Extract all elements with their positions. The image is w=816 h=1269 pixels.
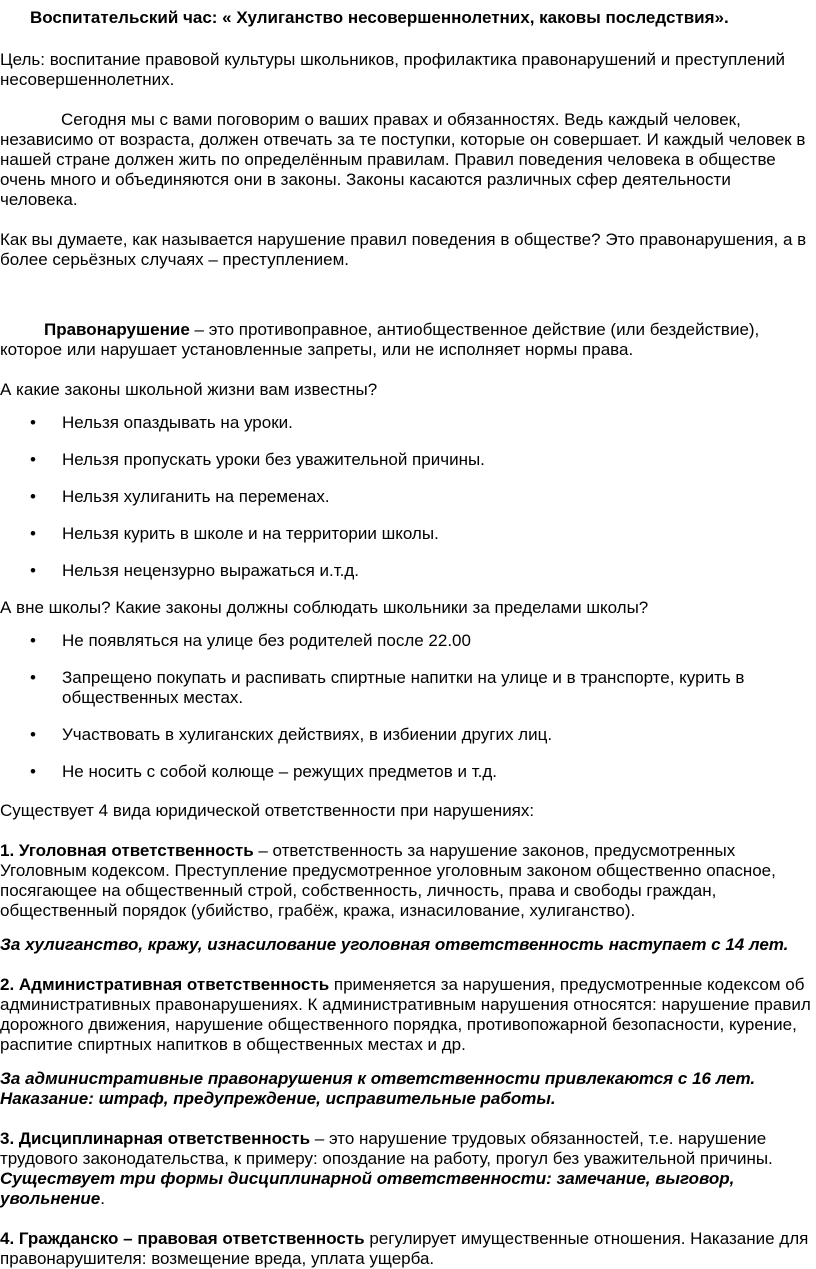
list-item [0, 631, 812, 651]
definition-term: Правонарушение [44, 320, 190, 339]
criminal-paragraph [0, 841, 812, 921]
list-item-text: Нельзя нецензурно выражаться и.т.д. [62, 561, 360, 580]
civil-paragraph [0, 1229, 812, 1269]
bullet-icon: • [30, 631, 36, 650]
disciplinary-term: 3. Дисциплинарная ответственность [0, 1129, 311, 1148]
list-item-text: Запрещено покупать и распивать спиртные напитки на улице и в транспорте, курить в общественных местах. [62, 668, 745, 707]
bullet-icon: • [30, 450, 36, 469]
list-item [0, 762, 812, 782]
disciplinary-note: Существует три формы дисциплинарной ответственности: замечание, выговор, увольнение [0, 1169, 735, 1208]
intro-paragraph: Сегодня мы с вами поговорим о ваших правах и обязанностях. Ведь каждый человек, независимо от возраста, должен отвечать за те поступки, которые он совершает. И каждый человек в нашей стране должен жить по определённым правилам. Правил поведения человека в обществе очень много и объединяются они в законы. Законы касаются различных сфер деятельности человека. [0, 110, 806, 209]
list-item [0, 725, 812, 745]
bullet-icon: • [30, 413, 36, 432]
list-item [0, 450, 812, 470]
list-item [0, 413, 812, 433]
criminal-term: 1. Уголовная ответственность [0, 841, 254, 860]
list-item-text: Нельзя хулиганить на переменах. [62, 487, 330, 506]
civil-term: 4. Гражданско – правовая ответственность [0, 1229, 365, 1248]
bullet-icon: • [30, 668, 36, 687]
kinds-intro: Существует 4 вида юридической ответственности при нарушениях: [0, 801, 535, 820]
list-item [0, 524, 812, 544]
list-item [0, 487, 812, 507]
document-title: Воспитательский час: « Хулиганство несовершеннолетних, каковы последствия». [30, 8, 729, 27]
list-item-text: Нельзя курить в школе и на территории школы. [62, 524, 439, 543]
outside-question: А вне школы? Какие законы должны соблюдать школьники за пределами школы? [0, 598, 649, 617]
bullet-icon: • [30, 561, 36, 580]
school-rules-list [0, 413, 812, 581]
list-item-text: Не носить с собой колюще – режущих предметов и т.д. [62, 762, 497, 781]
definition-paragraph [0, 320, 812, 360]
disciplinary-paragraph [0, 1129, 812, 1209]
goal-paragraph: Цель: воспитание правовой культуры школьников, профилактика правонарушений и преступлений несовершеннолетних. [0, 50, 786, 89]
bullet-icon: • [30, 725, 36, 744]
school-question: А какие законы школьной жизни вам известны? [0, 380, 378, 399]
list-item-text: Не появляться на улице без родителей после 22.00 [62, 631, 471, 650]
list-item [0, 561, 812, 581]
administrative-paragraph [0, 975, 812, 1055]
criminal-text: – ответственность за нарушение законов, предусмотренных Уголовным кодексом. Преступление предусмотренное уголовным законом общественно опасное, посягающее на общественный строй, собственность, личность, права и свободы граждан, общественный порядок (убийство, грабёж, кража, изнасилование, хулиганство). [0, 841, 776, 920]
disciplinary-end: . [100, 1189, 105, 1208]
definition-text: – это противоправное, антиобщественное действие (или бездействие), которое или нарушает установленные запреты, или не исполняет нормы права. [0, 320, 760, 359]
administrative-note: За административные правонарушения к ответственности привлекаются с 16 лет. Наказание: штраф, предупреждение, исправительные работы. [0, 1069, 756, 1108]
list-item [0, 668, 812, 708]
civil-text: регулирует имущественные отношения. Наказание для правонарушителя: возмещение вреда, уплата ущерба. [0, 1229, 809, 1268]
list-item-text: Нельзя опаздывать на уроки. [62, 413, 293, 432]
question-paragraph: Как вы думаете, как называется нарушение правил поведения в обществе? Это правонарушения, а в более серьёзных случаях – преступлением. [0, 230, 807, 269]
outside-rules-list [0, 631, 812, 782]
disciplinary-text: – это нарушение трудовых обязанностей, т.е. нарушение трудового законодательства, к примеру: опоздание на работу, прогул без уважительной причины. [0, 1129, 773, 1168]
administrative-text: применяется за нарушения, предусмотренные кодексом об административных правонарушениях. К административным нарушения относятся: нарушение правил дорожного движения, нарушение общественного порядка, противопожарной безопасности, курение, распитие спиртных напитков в общественных местах и др. [0, 975, 811, 1054]
bullet-icon: • [30, 762, 36, 781]
bullet-icon: • [30, 524, 36, 543]
administrative-term: 2. Административная ответственность [0, 975, 330, 994]
list-item-text: Участвовать в хулиганских действиях, в избиении других лиц. [62, 725, 553, 744]
bullet-icon: • [30, 487, 36, 506]
criminal-note: За хулиганство, кражу, изнасилование уголовная ответственность наступает с 14 лет. [0, 935, 789, 954]
list-item-text: Нельзя пропускать уроки без уважительной причины. [62, 450, 485, 469]
